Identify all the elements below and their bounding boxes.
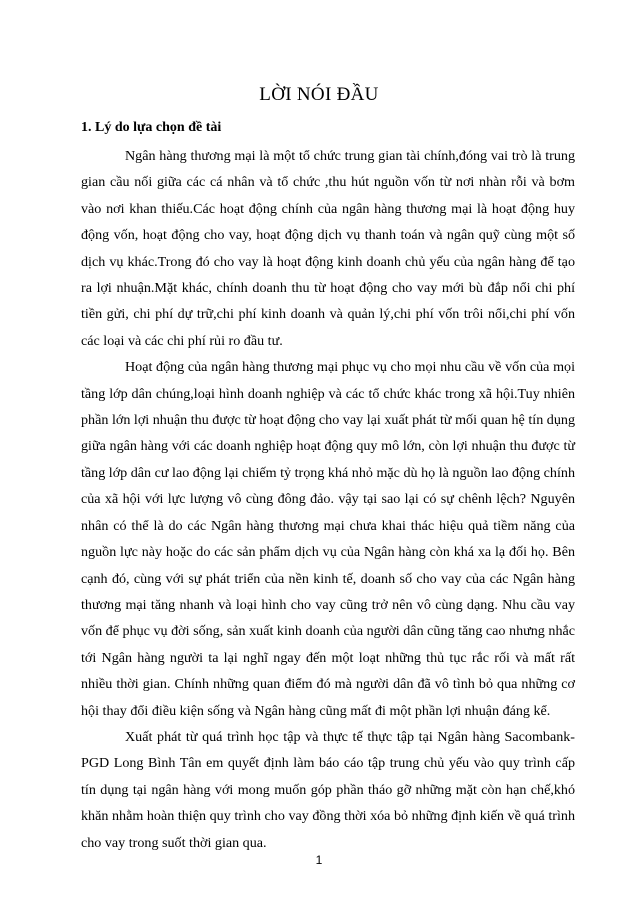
- paragraph: Hoạt động của ngân hàng thương mại phục vụ cho mọi nhu cầu về vốn của mọi tầng lớp dân chúng,loại hình doanh nghiệp và các tổ chức khác trong xã hội.Tuy nhiên phần lớn lợi nhuận thu được từ hoạt động cho vay lại xuất phát từ mối quan hệ tín dụng giữa ngân hàng với các doanh nghiệp hoạt động quy mô lớn, còn lợi nhuận thu được từ tầng lớp dân cư lao động lại chiếm tỷ trọng khá nhỏ mặc dù họ là nguồn lao động chính của xã hội với lực lượng vô cùng đông đảo. vậy tại sao lại có sự chênh lệch? Nguyên nhân có thể là do các Ngân hàng thương mại chưa khai thác hiệu quả tiềm năng của nguồn lực này hoặc do các sản phẩm dịch vụ của Ngân hàng còn khá xa lạ đối họ. Bên cạnh đó, cùng với sự phát triển của nền kinh tế, doanh số cho vay của các Ngân hàng thương mại tăng nhanh và loại hình cho vay cũng trở nên vô cùng dạng. Nhu cầu vay vốn để phục vụ đời sống, sản xuất kinh doanh của người dân cũng tăng cao nhưng nhắc tới Ngân hàng người ta lại nghĩ ngay đến một loạt những thủ tục rắc rối và mất rất nhiều thời gian. Chính những quan điểm đó mà người dân đã vô tình bỏ qua những cơ hội thay đổi điều kiện sống và Ngân hàng cũng mất đi một phần lợi nhuận đáng kể.: [81, 359, 575, 719]
- paragraph: Ngân hàng thương mại là một tổ chức trung gian tài chính,đóng vai trò là trung gian cầu nối giữa các cá nhân và tổ chức ,thu hút nguồn vốn từ nơi nhàn rỗi và bơm vào nơi khan thiếu.Các hoạt động chính của ngân hàng thương mại là hoạt động huy động vốn, hoạt động cho vay, hoạt động dịch vụ thanh toán và ngân quỹ cùng một số dịch vụ khác.Trong đó cho vay là hoạt động kinh doanh chủ yếu của ngân hàng để tạo ra lợi nhuận.Mặt khác, chính doanh thu từ hoạt động cho vay mới bù đắp nổi chi phí tiền gửi, chi phí dự trữ,chi phí kinh doanh và quản lý,chi phí vốn trôi nổi,chi phí vốn các loại và các chi phí rủi ro đầu tư.: [81, 148, 575, 349]
- page-title: LỜI NÓI ĐẦU: [259, 84, 379, 105]
- body-text: [81, 143, 575, 856]
- paragraph: Xuất phát từ quá trình học tập và thực tế thực tập tại Ngân hàng Sacombank-PGD Long Bình Tân em quyết định làm báo cáo tập trung chủ yếu vào quy trình cấp tín dụng tại ngân hàng với mong muốn góp phần tháo gỡ những mặt còn hạn chế,khó khăn nhằm hoàn thiện quy trình cho vay đồng thời xóa bỏ những định kiến về quá trình cho vay trong suốt thời gian qua.: [81, 728, 575, 851]
- page-number: 1: [315, 853, 323, 867]
- section-heading: 1. Lý do lựa chọn đề tài: [81, 120, 222, 135]
